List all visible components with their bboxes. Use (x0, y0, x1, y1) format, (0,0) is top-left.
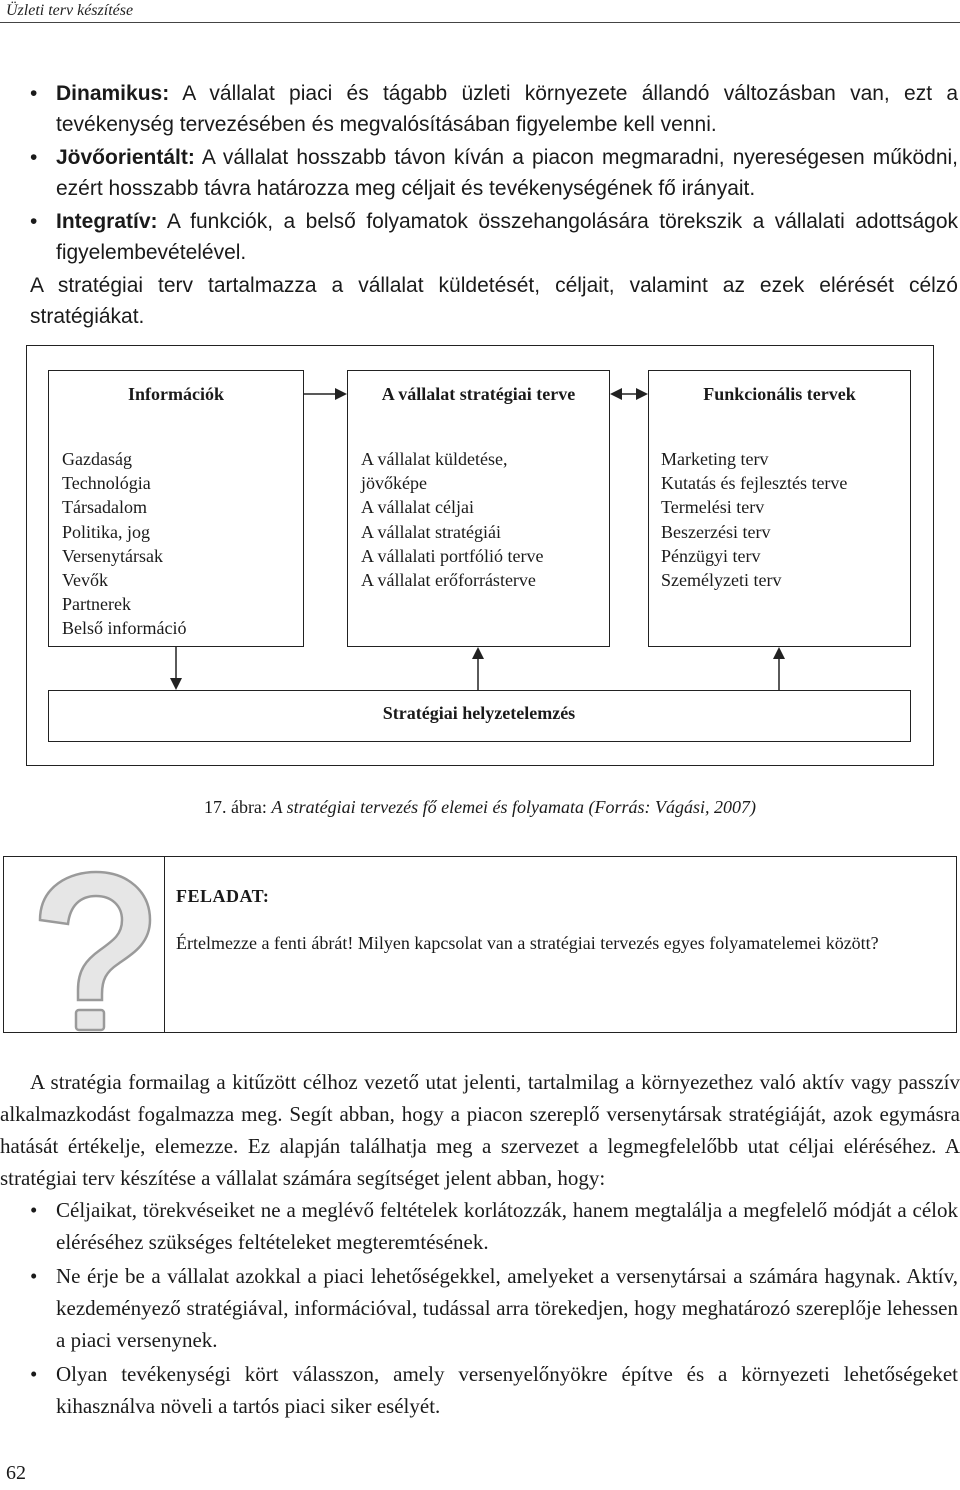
list-item: Marketing terv (661, 449, 769, 469)
bullet-term: Dinamikus: (56, 82, 170, 105)
header-rule (0, 22, 960, 23)
list-item: Partnerek (62, 594, 131, 615)
information-items (62, 447, 186, 641)
bullet-text: A funkciók, a belső folyamatok összehangolására törekszik a vállalati adottságok figyelembevételével. (56, 210, 958, 264)
bullet-dinamikus (0, 78, 960, 140)
bullet-term: Integratív: (56, 210, 158, 233)
list-item: Politika, jog (62, 521, 151, 542)
list-item: Termelési terv (661, 497, 765, 518)
bullet-integrativ (0, 206, 960, 268)
list-item: Gazdaság (62, 449, 132, 469)
lower-bullet-list (0, 1194, 960, 1422)
functional-plans-items (661, 447, 847, 592)
list-item: Társadalom (62, 497, 147, 518)
list-item: A vállalat céljai (361, 497, 474, 518)
list-item: Technológia (62, 473, 151, 494)
bullet-text: A vállalat piaci és tágabb üzleti környezete állandó változásban van, ezt a tevékenység tervezésében és megvalósításában figyelembe kell venni. (56, 82, 958, 136)
list-item: A vállalat erőforrásterve (361, 570, 536, 591)
functional-plans-heading: Funkcionális tervek (703, 384, 856, 404)
list-item: • Ne érje be a vállalat azokkal a piaci lehetőségekkel, amelyeket a versenytársai a számára hagynak. Aktív, kezdeményező stratégiával, információval, tudással arra törekedjen, hogy meghatározó szereplője lehessen a piaci versenynek. (0, 1260, 960, 1356)
lower-section (0, 1066, 960, 1424)
task-text: Értelmezze a fenti ábrát! Milyen kapcsolat van a stratégiai tervezés egyes folyamatelemei között? (176, 933, 879, 953)
caption-text: A stratégiai tervezés fő elemei és folyamata (Forrás: Vágási, 2007) (271, 797, 757, 817)
list-item: Kutatás és fejlesztés terve (661, 473, 848, 494)
lower-paragraph: A stratégia formailag a kitűzött célhoz vezető utat jelenti, tartalmilag a környezethez való aktív vagy passzív alkalmazkodást fogalmazza meg. Segít abban, hogy a piacon szereplő versenytársak stratégiáját, azok egymásra hatását értékelje, elemezze. Ez alapján találhatja meg a szervezet a legmegfelelőbb utat céljai eléréséhez. A stratégiai terv készítése a vállalat számára segítséget jelent abban, hogy: (0, 1070, 960, 1190)
strategic-plan-items (361, 447, 543, 592)
situation-analysis-label: Stratégiai helyzetelemzés (382, 703, 576, 723)
task-title: FELADAT: (176, 886, 270, 906)
running-header: Üzleti terv készítése (6, 2, 134, 19)
list-item: • Olyan tevékenységi kört válasszon, amely versenyelőnyökre építve és a környezeti lehetőségeket kihasználva növeli a tartós piaci siker esélyét. (0, 1358, 960, 1422)
bullet-text: A vállalat hosszabb távon kíván a piacon megmaradni, nyereségesen működni, ezért hosszabb távra határozza meg céljait és tevékenységének fő irányait. (56, 146, 958, 200)
figure-caption (0, 797, 960, 818)
list-item: Vevők (62, 570, 108, 591)
list-item: A vállalat küldetése, (361, 449, 508, 469)
list-item: Belső információ (62, 618, 187, 639)
intro-paragraph: A stratégiai terv tartalmazza a vállalat küldetését, céljait, valamint az ezek elérését célzó stratégiákat. (30, 274, 958, 328)
page-number: 62 (6, 1462, 26, 1484)
task-divider (164, 857, 165, 1032)
list-item: jövőképe (361, 473, 427, 494)
list-item: A vállalati portfólió terve (361, 545, 544, 566)
information-heading: Információk (128, 384, 224, 404)
top-bullet-list (0, 78, 960, 268)
list-item: A vállalat stratégiái (361, 521, 501, 542)
list-item: Pénzügyi terv (661, 545, 761, 566)
list-item: Versenytársak (62, 545, 163, 566)
list-item: Beszerzési terv (661, 521, 771, 542)
list-item: • Céljaikat, törekvéseiket ne a meglévő feltételek korlátozzák, hanem megtalálja a megfelelő módját a célok eléréséhez szükséges feltételeket megteremtésének. (0, 1194, 960, 1258)
bullet-term: Jövőorientált: (56, 146, 195, 169)
caption-prefix: 17. ábra: (203, 797, 272, 817)
strategic-plan-heading: A vállalat stratégiai terve (381, 384, 576, 404)
bullet-jovoorientalt (0, 142, 960, 204)
list-item: Személyzeti terv (661, 570, 782, 591)
top-bullet-section (0, 78, 960, 332)
